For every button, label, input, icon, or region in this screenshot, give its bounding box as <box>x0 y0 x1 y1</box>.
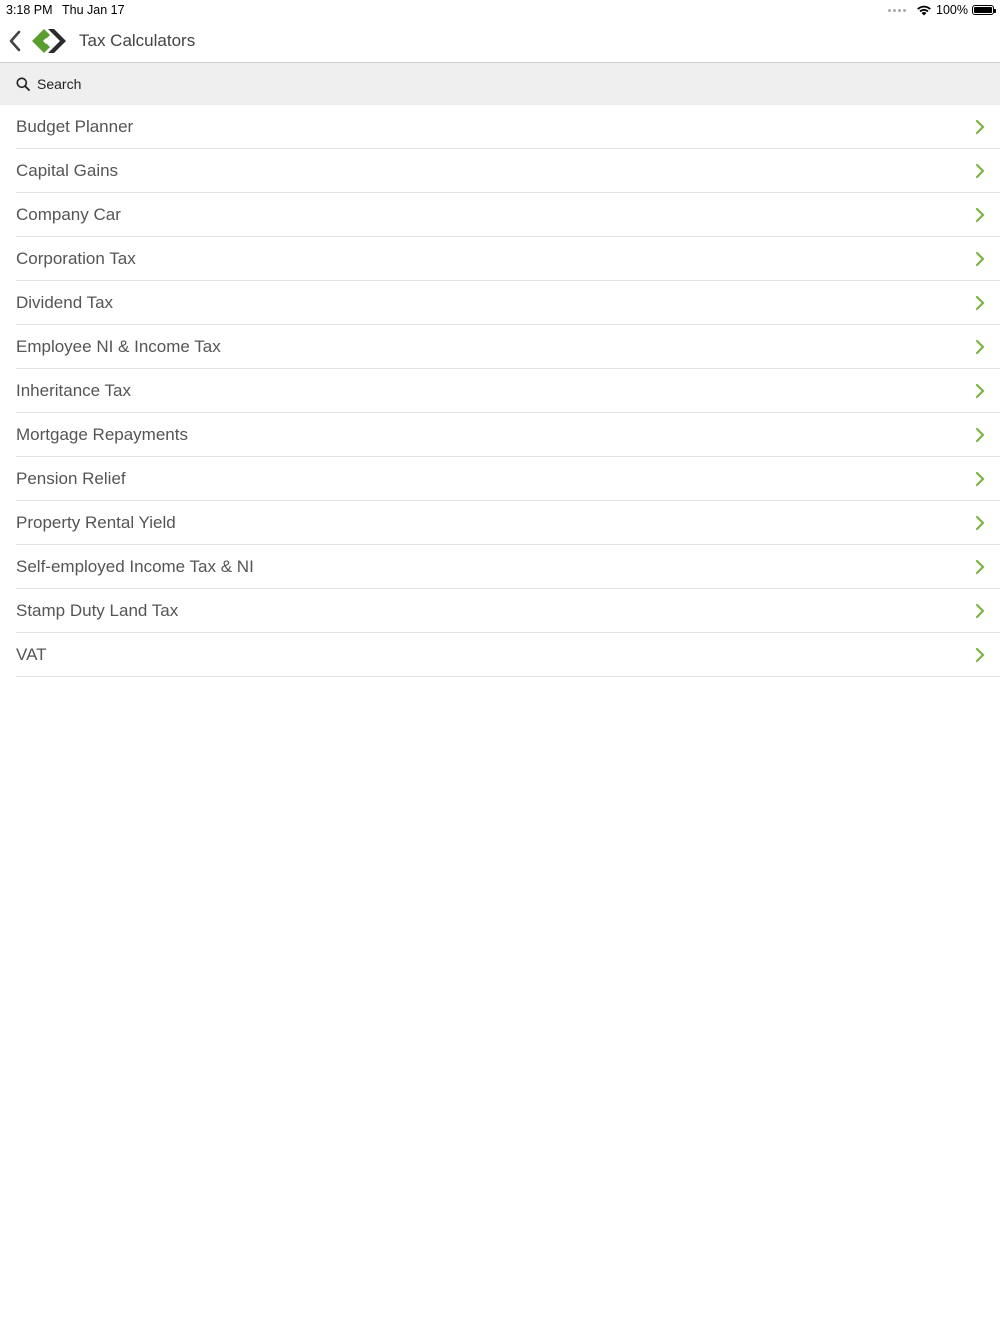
chevron-right-icon <box>975 383 985 399</box>
list-item[interactable] <box>0 633 1000 677</box>
chevron-right-icon <box>975 559 985 575</box>
chevron-right-icon <box>975 295 985 311</box>
battery-icon <box>972 5 994 15</box>
list-item-label: Capital Gains <box>16 161 119 180</box>
list-item-label: Employee NI & Income Tax <box>16 337 221 356</box>
page-title: Tax Calculators <box>79 31 196 50</box>
list-item[interactable] <box>0 369 1000 413</box>
list-item-label: Property Rental Yield <box>16 513 176 532</box>
list-item[interactable] <box>0 457 1000 501</box>
search-bar <box>0 63 1000 105</box>
chevron-right-icon <box>975 471 985 487</box>
status-bar <box>0 0 1000 20</box>
chevron-left-icon <box>4 28 28 54</box>
status-date: Thu Jan 17 <box>62 3 125 17</box>
search-icon <box>16 77 30 91</box>
list-item-label: Budget Planner <box>16 117 134 136</box>
chevron-right-icon <box>975 207 985 223</box>
chevron-right-icon <box>975 603 985 619</box>
chevron-right-icon <box>975 515 985 531</box>
chevron-right-icon <box>975 339 985 355</box>
list-item[interactable] <box>0 545 1000 589</box>
list-item-label: VAT <box>16 645 47 664</box>
list-item-label: Company Car <box>16 205 121 224</box>
cellular-signal-icon <box>888 9 906 12</box>
chevron-right-icon <box>975 647 985 663</box>
list-item[interactable] <box>0 193 1000 237</box>
list-item-label: Inheritance Tax <box>16 381 131 400</box>
list-item[interactable] <box>0 325 1000 369</box>
list-item-label: Stamp Duty Land Tax <box>16 601 179 620</box>
list-item-label: Mortgage Repayments <box>16 425 188 444</box>
chevron-right-icon <box>975 163 985 179</box>
list-item[interactable] <box>0 501 1000 545</box>
wifi-icon <box>916 4 932 16</box>
list-item[interactable] <box>0 237 1000 281</box>
back-button[interactable] <box>4 28 28 54</box>
chevron-right-icon <box>975 119 985 135</box>
search-input[interactable] <box>37 73 937 95</box>
list-item-label: Pension Relief <box>16 469 126 488</box>
chevron-right-icon <box>975 251 985 267</box>
app-logo-icon <box>31 26 67 56</box>
list-item[interactable] <box>0 589 1000 633</box>
status-right <box>888 2 994 18</box>
list-item[interactable] <box>0 105 1000 149</box>
chevron-right-icon <box>975 427 985 443</box>
list-item-label: Dividend Tax <box>16 293 114 312</box>
list-item-label: Self-employed Income Tax & NI <box>16 557 254 576</box>
battery-percent: 100% <box>936 3 968 17</box>
list-item[interactable] <box>0 413 1000 457</box>
calculator-list <box>0 105 1000 677</box>
list-item-label: Corporation Tax <box>16 249 136 268</box>
status-time: 3:18 PM <box>6 3 53 17</box>
list-item[interactable] <box>0 281 1000 325</box>
navigation-bar <box>0 20 1000 63</box>
list-item[interactable] <box>0 149 1000 193</box>
